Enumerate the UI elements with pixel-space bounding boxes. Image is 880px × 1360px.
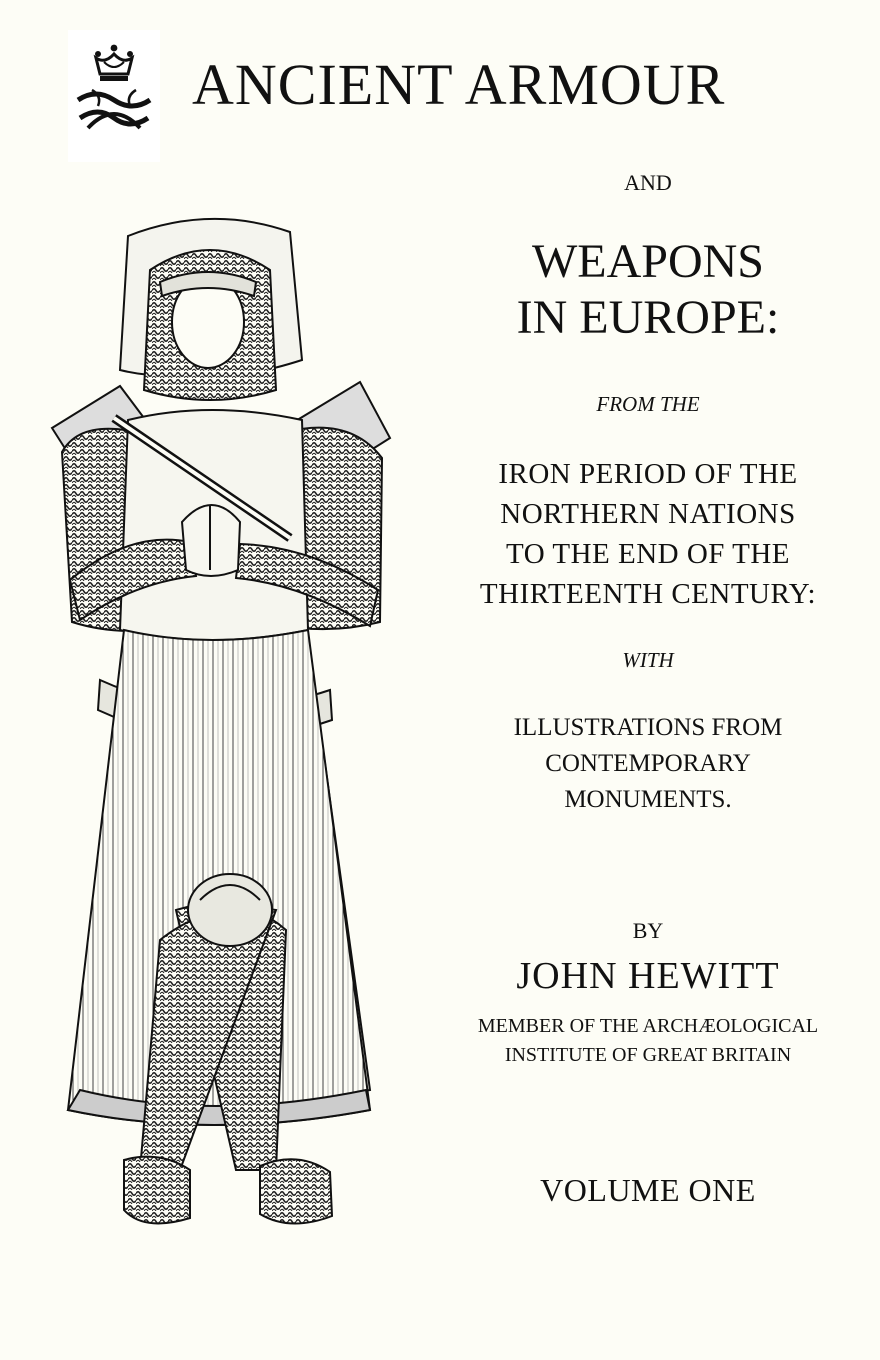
author-name: JOHN HEWITT bbox=[516, 955, 780, 997]
book-subtitle bbox=[430, 234, 866, 346]
with-label: WITH bbox=[622, 648, 674, 672]
period-line: TO THE END OF THE bbox=[506, 538, 790, 570]
volume-label: VOLUME ONE bbox=[540, 1172, 756, 1208]
title-conjunction: AND bbox=[624, 170, 672, 195]
illustrations-line: MONUMENTS. bbox=[564, 786, 732, 813]
affiliation-line: MEMBER OF THE ARCHÆOLOGICAL bbox=[477, 1015, 819, 1037]
subtitle-line: IN EUROPE: bbox=[516, 291, 780, 344]
book-title: ANCIENT ARMOUR bbox=[192, 52, 726, 117]
author-affiliation bbox=[430, 1012, 866, 1070]
from-label: FROM THE bbox=[596, 392, 700, 416]
knight-effigy-illustration bbox=[40, 210, 410, 1245]
illustrations-line: CONTEMPORARY bbox=[545, 750, 751, 777]
period-line: NORTHERN NATIONS bbox=[500, 498, 796, 530]
by-label: BY bbox=[632, 918, 664, 943]
affiliation-line: INSTITUTE OF GREAT BRITAIN bbox=[504, 1044, 792, 1066]
subtitle-line: WEAPONS bbox=[531, 235, 764, 288]
period-description bbox=[430, 454, 866, 614]
crown-monogram-icon bbox=[68, 30, 160, 162]
period-line: THIRTEENTH CENTURY: bbox=[479, 578, 817, 610]
period-line: IRON PERIOD OF THE bbox=[498, 458, 798, 490]
illustrations-note bbox=[430, 710, 866, 818]
publisher-logo bbox=[68, 30, 160, 162]
illustrations-line: ILLUSTRATIONS FROM bbox=[513, 714, 783, 741]
